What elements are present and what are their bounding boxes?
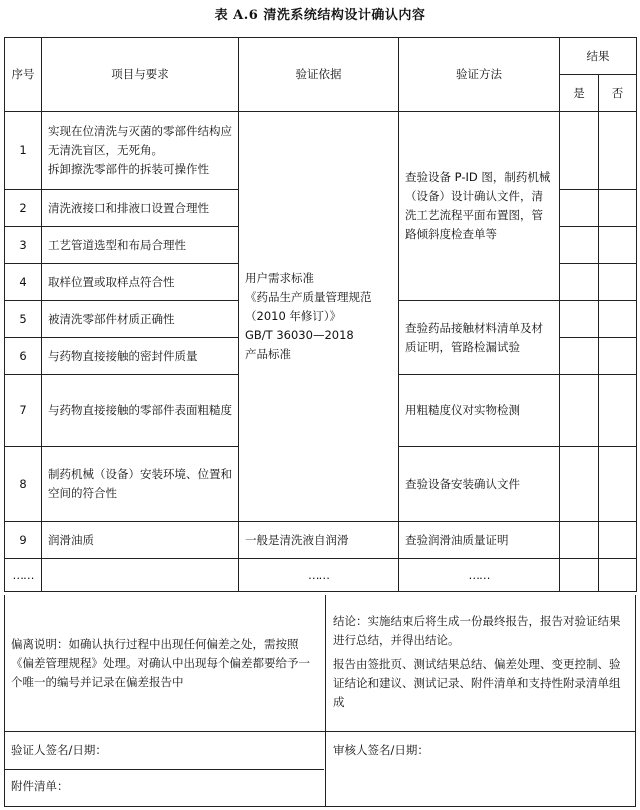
row-number: 7 bbox=[5, 375, 42, 447]
result-yes-cell[interactable] bbox=[560, 338, 599, 375]
result-yes-cell[interactable] bbox=[560, 227, 599, 264]
result-no-cell[interactable] bbox=[599, 227, 637, 264]
row-item: 工艺管道选型和布局合理性 bbox=[42, 227, 239, 264]
row-number: 8 bbox=[5, 447, 42, 522]
header-no: 序号 bbox=[5, 38, 42, 112]
result-no-cell[interactable] bbox=[599, 264, 637, 301]
basis-ellipsis: …… bbox=[239, 559, 399, 592]
method-roughness: 用粗糙度仪对实物检测 bbox=[399, 375, 560, 447]
conclusion-text: 结论：实施结束后将生成一份最终报告，报告对验证结果进行总结，并得出结论。 bbox=[333, 614, 621, 647]
result-no-cell[interactable] bbox=[599, 375, 637, 447]
result-yes-cell[interactable] bbox=[560, 522, 599, 559]
result-no-cell[interactable] bbox=[599, 559, 637, 592]
verifier-signature[interactable]: 验证人签名/日期： bbox=[11, 743, 107, 757]
row-number: 2 bbox=[5, 190, 42, 227]
result-no-cell[interactable] bbox=[599, 190, 637, 227]
deviation-note: 偏离说明：如确认执行过程中出现任何偏差之处，需按照《偏差管理规程》处理。对确认中出现每个偏差都要给予一个唯一的编号并记录在偏差报告中 bbox=[11, 637, 310, 689]
row-item: 清洗液接口和排液口设置合理性 bbox=[42, 190, 239, 227]
row-item bbox=[42, 559, 239, 592]
footer-block bbox=[4, 595, 636, 807]
report-composition: 报告由签批页、测试结果总结、偏差处理、变更控制、验证结论和建议、测试记录、附件清单和支持性附录清单组成 bbox=[333, 657, 621, 709]
row-number: …… bbox=[5, 559, 42, 592]
row-item: 实现在位清洗与灭菌的零部件结构应无清洗盲区，无死角。 拆卸擦洗零部件的拆装可操作性 bbox=[42, 112, 239, 190]
table-caption: 表 A.6 清洗系统结构设计确认内容 bbox=[214, 8, 426, 23]
row-item: 取样位置或取样点符合性 bbox=[42, 264, 239, 301]
basis-lubrication: 一般是清洗液自润滑 bbox=[239, 522, 399, 559]
result-yes-cell[interactable] bbox=[560, 190, 599, 227]
result-no-cell[interactable] bbox=[599, 522, 637, 559]
result-yes-cell[interactable] bbox=[560, 559, 599, 592]
method-pid: 查验设备 P-ID 图，制药机械（设备）设计确认文件，清洗工艺流程平面布置图，管路倾斜度检查单等 bbox=[399, 112, 560, 301]
result-no-cell[interactable] bbox=[599, 301, 637, 338]
header-method: 验证方法 bbox=[399, 38, 560, 112]
verification-basis: 用户需求标准 《药品生产质量管理规范（2010 年修订）》 GB/T 36030—2018 产品标准 bbox=[239, 112, 399, 522]
row-number: 6 bbox=[5, 338, 42, 375]
result-yes-cell[interactable] bbox=[560, 264, 599, 301]
row-number: 9 bbox=[5, 522, 42, 559]
row-item: 被清洗零部件材质正确性 bbox=[42, 301, 239, 338]
row-item: 制药机械（设备）安装环境、位置和空间的符合性 bbox=[42, 447, 239, 522]
header-yes: 是 bbox=[560, 75, 599, 112]
result-yes-cell[interactable] bbox=[560, 112, 599, 190]
result-yes-cell[interactable] bbox=[560, 301, 599, 338]
row-number: 3 bbox=[5, 227, 42, 264]
header-result-no: 否 bbox=[599, 75, 637, 112]
row-number: 1 bbox=[5, 112, 42, 190]
row-number: 5 bbox=[5, 301, 42, 338]
result-yes-cell[interactable] bbox=[560, 447, 599, 522]
row-item: 润滑油质 bbox=[42, 522, 239, 559]
method-material: 查验药品接触材料清单及材质证明，管路检漏试验 bbox=[399, 301, 560, 375]
header-item: 项目与要求 bbox=[42, 38, 239, 112]
method-installation: 查验设备安装确认文件 bbox=[399, 447, 560, 522]
row-number: 4 bbox=[5, 264, 42, 301]
attachment-list[interactable]: 附件清单： bbox=[11, 779, 69, 793]
result-no-cell[interactable] bbox=[599, 338, 637, 375]
header-basis: 验证依据 bbox=[239, 38, 399, 112]
result-no-cell[interactable] bbox=[599, 112, 637, 190]
result-no-cell[interactable] bbox=[599, 447, 637, 522]
method-ellipsis: …… bbox=[399, 559, 560, 592]
method-lubricant: 查验润滑油质量证明 bbox=[399, 522, 560, 559]
result-yes-cell[interactable] bbox=[560, 375, 599, 447]
header-result: 结果 bbox=[560, 38, 637, 75]
reviewer-signature[interactable]: 审核人签名/日期： bbox=[333, 743, 429, 757]
confirmation-table bbox=[4, 37, 637, 592]
row-item: 与药物直接接触的零部件表面粗糙度 bbox=[42, 375, 239, 447]
row-item: 与药物直接接触的密封件质量 bbox=[42, 338, 239, 375]
